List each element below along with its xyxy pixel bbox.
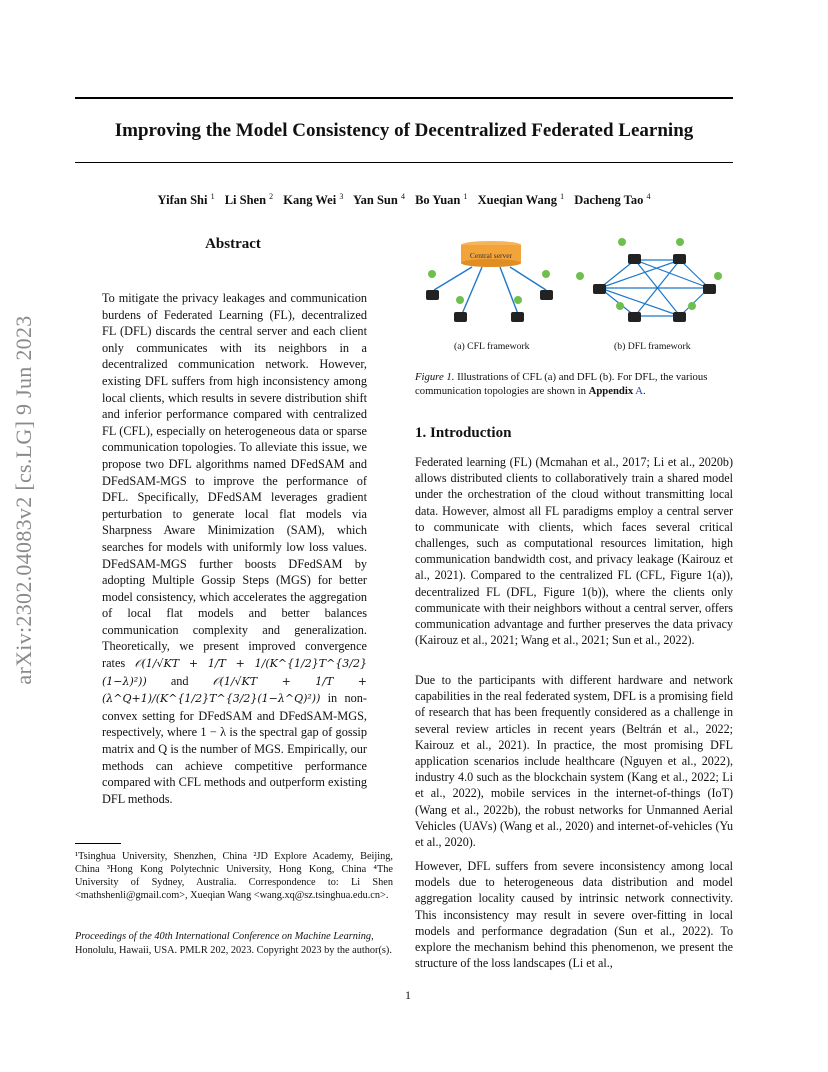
affiliation-footnote: ¹Tsinghua University, Shenzhen, China ²JD Explore Academy, Beijing, China ³Hong Kong Polytechnic University, Hong Kong, China ⁴The University of Sydney, Australia. Correspondence to: Li Shen <mathshenli@gmail.com>, Xueqian Wang <wang.xq@sz.tsinghua.edu.cn>. <box>75 851 393 901</box>
cfl-clients <box>426 290 553 322</box>
footnote-rule <box>75 843 121 844</box>
author-affiliation: 4 <box>400 192 405 201</box>
title-rule <box>75 162 733 163</box>
figure-cfl-dfl <box>412 232 734 348</box>
section-heading-introduction: 1. Introduction <box>415 425 512 441</box>
convergence-rate-dfedsam: 𝒪(1/√KT + 1/T + 1/(K^{1/2}T^{3/2}(1−λ)²)) <box>102 657 368 688</box>
figure-caption-b: (b) DFL framework <box>614 341 691 352</box>
arxiv-stamp <box>4 300 44 700</box>
top-rule <box>75 97 733 99</box>
abstract-text: To mitigate the privacy leakages and communication burdens of Federated Learning (FL), decentralized FL (DFL) discards the central server and each client only communicates with its neighbors in a decentralized communication network. However, existing DFL suffers from high inconsistency among local clients, which results in severe distribution shift and inferior performance compared with centralized FL (CFL), especially on heterogeneous data or sparse communication topologies. To alleviate this issue, we propose two DFL algorithms named DFedSAM and DFedSAM-MGS to improve the performance of DFL. Specifically, DFedSAM leverages gradient perturbation to generate local flat models via Sharpness Aware Minimization (SAM), which searches for models with uniformly low loss values. DFedSAM-MGS further boosts DFedSAM by adopting Multiple Gossip Steps (MGS) for better model consistency, which accelerates the aggregation of local flat models and better balances communication complexity and generalization. Theoretically, we present improved convergence rates <box>102 291 367 671</box>
appendix-ref: Appendix <box>588 385 634 397</box>
author-name: Yan Sun <box>353 193 398 208</box>
abstract-text: in non-convex setting for DFedSAM and DFedSAM-MGS, respectively, where 1 − λ is the spectral gap of gossip matrix and Q is the number of MGS. Empirically, our methods can achieve competitive performance compared with CFL methods and outperform existing DFL methods. <box>102 691 367 806</box>
appendix-link[interactable]: A <box>635 385 644 397</box>
abstract-body <box>102 290 367 807</box>
author-affiliation: 1 <box>463 192 468 201</box>
convergence-rate-dfedsam-mgs: 𝒪(1/√KT + 1/T + (λ^Q+1)/(K^{1/2}T^{3/2}(1−λ^Q)²)) <box>102 674 367 706</box>
author-name: Li Shen <box>224 193 267 208</box>
paper-title: Improving the Model Consistency of Decentralized Federated Learning <box>114 120 694 141</box>
figure-caption: Figure 1. Illustrations of CFL (a) and DFL (b). For DFL, the various communication topologies are shown in Appendix A. <box>415 371 708 397</box>
arxiv-id[interactable]: arXiv:2302.04083v2 [cs.LG] 9 Jun 2023 <box>11 315 36 685</box>
author-affiliation: 2 <box>269 192 274 201</box>
author-affiliation: 1 <box>560 192 565 201</box>
proceedings-details: , Honolulu, Hawaii, USA. PMLR 202, 2023. Copyright 2023 by the author(s). <box>75 931 392 956</box>
author-name: Kang Wei <box>283 193 337 208</box>
dfl-diagram <box>576 238 722 322</box>
author-name: Xueqian Wang <box>477 193 557 208</box>
author-affiliation: 4 <box>646 192 651 201</box>
cfl-data-icons <box>428 270 550 304</box>
cfl-edges <box>434 267 546 314</box>
author-affiliation: 3 <box>339 192 344 201</box>
intro-paragraph-2: Due to the participants with different hardware and network capabilities in the real federated system, DFL is a promising field of research that has been frequently considered as a challenge in several review articles in recent years (Beltrán et al., 2022; Kairouz et al., 2021). In practice, the most promising DFL application scenarios include healthcare (Nguyen et al., 2022), industry 4.0 such as the blockchain system (Kang et al., 2022; Li et al., 2022), mobile services in the internet-of-things (IoT) (Wang et al., 2022b), the robust networks for Unmanned Aerial Vehicles (UAVs) (Wang et al., 2020) and internet-of-vehicles (Yu et al., 2020). <box>415 673 733 850</box>
abstract-heading: Abstract <box>205 236 261 252</box>
figure-caption-a: (a) CFL framework <box>454 341 530 352</box>
author-list <box>75 192 733 208</box>
intro-paragraph-3: However, DFL suffers from severe inconsistency among local models due to heterogeneous data distribution and model aggregation locality caused by intrinsic network connectivity. This inconsistency may result in severe over-fitting in local models and performance degradation (Sun et al., 2022). To explore the mechanism behind this phenomenon, we present the structure of the loss landscapes (Li et al., <box>415 859 733 971</box>
cfl-diagram <box>426 241 553 322</box>
abstract-text: and <box>170 673 189 688</box>
author-name: Bo Yuan <box>415 193 461 208</box>
page-number: 1 <box>405 988 411 1002</box>
proceedings-note <box>75 930 393 957</box>
server-label: Central server <box>469 251 513 260</box>
intro-paragraph-1: Federated learning (FL) (Mcmahan et al., 2017; Li et al., 2020b) allows distributed clients to collaboratively train a shared model under the orchestration of the cloud without transmitting local data. However, almost all FL paradigms employ a central server to communicate with clients, which faces several critical challenges, such as computational resources limitation, high communication bandwidth cost, and privacy leakage (Kairouz et al., 2021). Compared to the centralized FL (CFL, Figure 1(a)), decentralized FL (DFL, Figure 1(b)), where the clients only communicate with their neighbors without a central server, offers communication advantage and further preserves the data privacy (Kairouz et al., 2021; Wang et al., 2021; Sun et al., 2022). <box>415 455 733 648</box>
figure-label: Figure 1. <box>415 371 455 383</box>
author-name: Dacheng Tao <box>574 193 644 208</box>
author-affiliation: 1 <box>210 192 215 201</box>
proceedings-venue: Proceedings of the 40th International Conference on Machine Learning <box>75 931 372 942</box>
author-name: Yifan Shi <box>157 193 208 208</box>
figure-caption-text: Illustrations of CFL (a) and DFL (b). For DFL, the various communication topologies are shown in <box>415 371 708 397</box>
